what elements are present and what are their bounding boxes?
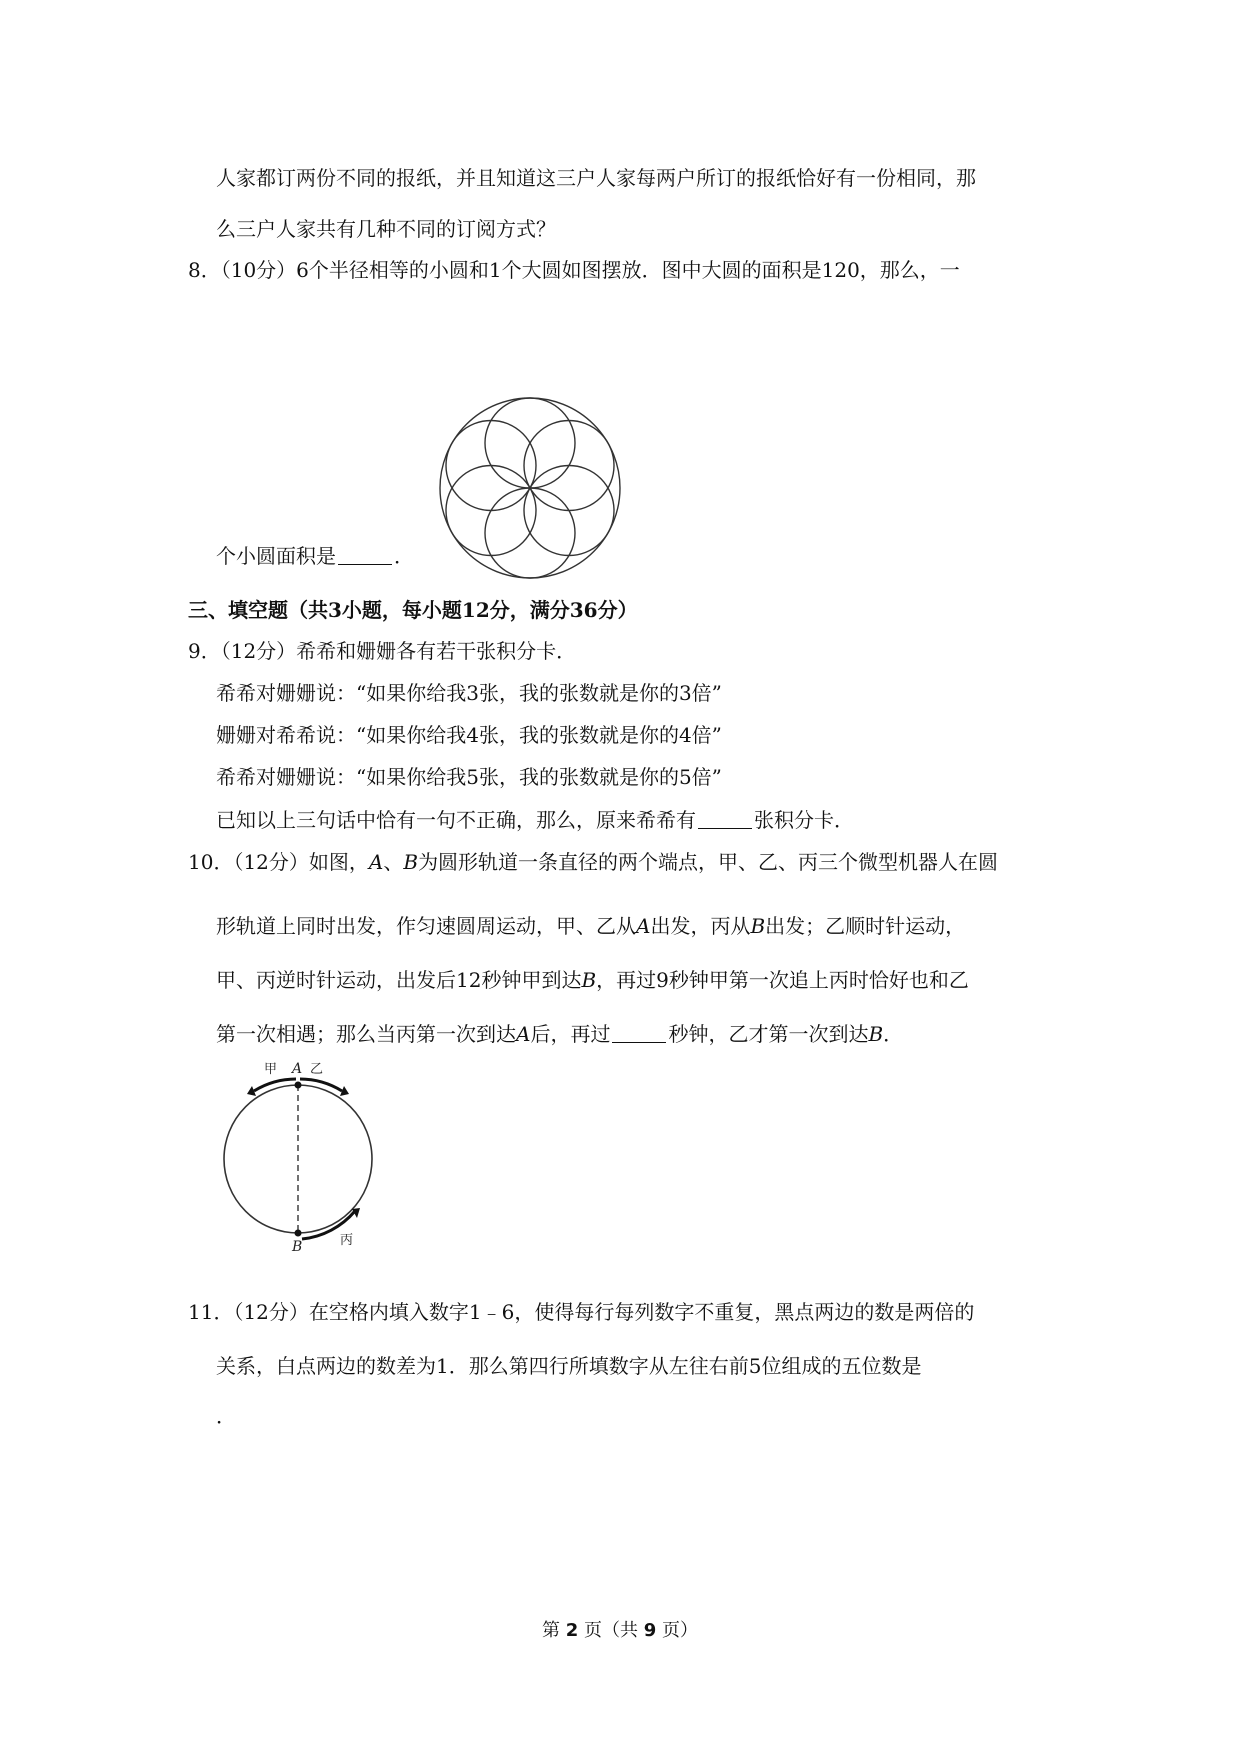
page-footer [0,1616,1240,1642]
q8-text-line2 [216,542,414,570]
q10-l4-b: 后，再过 [530,1022,611,1046]
q10-l4-d: ． [883,1022,904,1046]
q9-text-before-blank: 已知以上三句话中恰有一句不正确，那么，原来希希有 [216,808,696,832]
q10-text-line1 [188,848,998,876]
q9-text-after-blank: 张积分卡． [754,808,854,832]
q10-text-line3 [216,966,969,994]
q10-l4-c: 秒钟，乙才第一次到达 [668,1022,869,1046]
q8-answer-blank[interactable] [338,544,392,565]
q7-text-line2: 么三户人家共有几种不同的订阅方式？ [216,217,556,241]
q11-text-line2: 关系，白点两边的数差为1．那么第四行所填数字从左往右前5位组成的五位数是 [216,1354,922,1378]
section-3-title: 三、填空题（共3小题，每小题12分，满分36分） [188,598,638,622]
q10-l1-sep: 、 [383,850,404,874]
q8-text-before-blank: 个小圆面积是 [216,544,336,568]
footer-suffix: 页） [662,1620,698,1641]
label-A: A [292,1061,303,1077]
label-jia: 甲 [264,1062,278,1077]
footer-page-number: 2 [565,1620,579,1641]
q10-l4-A: A [516,1022,531,1046]
q10-l2-A: A [636,914,651,938]
q9-text-line2: 希希对姗姗说：“如果你给我3张，我的张数就是你的3倍” [216,681,722,705]
point-B-dot [295,1230,302,1237]
q10-l3-b: ，再过9秒钟甲第一次追上丙时恰好也和乙 [596,968,969,992]
q10-l1-B: B [403,850,419,874]
q11-text-line1: 11．（12分）在空格内填入数字1﹣6，使得每行每列数字不重复，黑点两边的数是两倍的 [188,1300,975,1324]
q9-text-line3: 姗姗对希希说：“如果你给我4张，我的张数就是你的4倍” [216,723,722,747]
q10-text-line2 [216,912,965,940]
footer-prefix: 第 [542,1620,560,1641]
q9-text-line4: 希希对姗姗说：“如果你给我5张，我的张数就是你的5倍” [216,765,722,789]
q11-text-line3: ． [216,1404,236,1428]
flower-circles-figure [430,388,630,588]
label-yi: 乙 [310,1062,324,1077]
q10-l4-a: 第一次相遇；那么当丙第一次到达 [216,1022,516,1046]
q9-text-line1: 9．（12分）希希和姗姗各有若干张积分卡． [188,639,577,663]
q10-l2-a: 形轨道上同时出发，作匀速圆周运动，甲、乙从 [216,914,636,938]
q10-text-line4 [216,1020,903,1048]
footer-middle: 页（共 [584,1620,638,1641]
circular-track-figure [212,1058,392,1254]
q10-l2-c: 出发；乙顺时针运动， [765,914,966,938]
q10-answer-blank[interactable] [612,1022,666,1043]
q10-l2-b: 出发，丙从 [650,914,751,938]
q10-l1-b: 为圆形轨道一条直径的两个端点，甲、乙、丙三个微型机器人在圆 [418,850,999,874]
q10-l2-B: B [750,914,766,938]
footer-total-pages: 9 [643,1620,657,1641]
q10-l3-B: B [581,968,597,992]
q8-text-line1: 8．（10分）6个半径相等的小圆和1个大圆如图摆放．图中大圆的面积是120，那么，一 [188,258,960,282]
label-bing: 丙 [340,1233,354,1248]
label-B: B [292,1239,303,1254]
q9-text-line5 [216,806,854,834]
q10-l1-A: A [368,850,384,874]
q10-l3-a: 甲、丙逆时针运动，出发后12秒钟甲到达 [216,968,582,992]
q10-l1-a: 10．（12分）如图， [188,850,369,874]
q7-text-line1: 人家都订两份不同的报纸，并且知道这三户人家每两户所订的报纸恰好有一份相同，那 [216,166,976,190]
q9-answer-blank[interactable] [698,808,752,829]
point-A-dot [295,1082,302,1089]
q10-l4-B: B [868,1022,884,1046]
q8-text-after-blank: ． [394,544,414,568]
